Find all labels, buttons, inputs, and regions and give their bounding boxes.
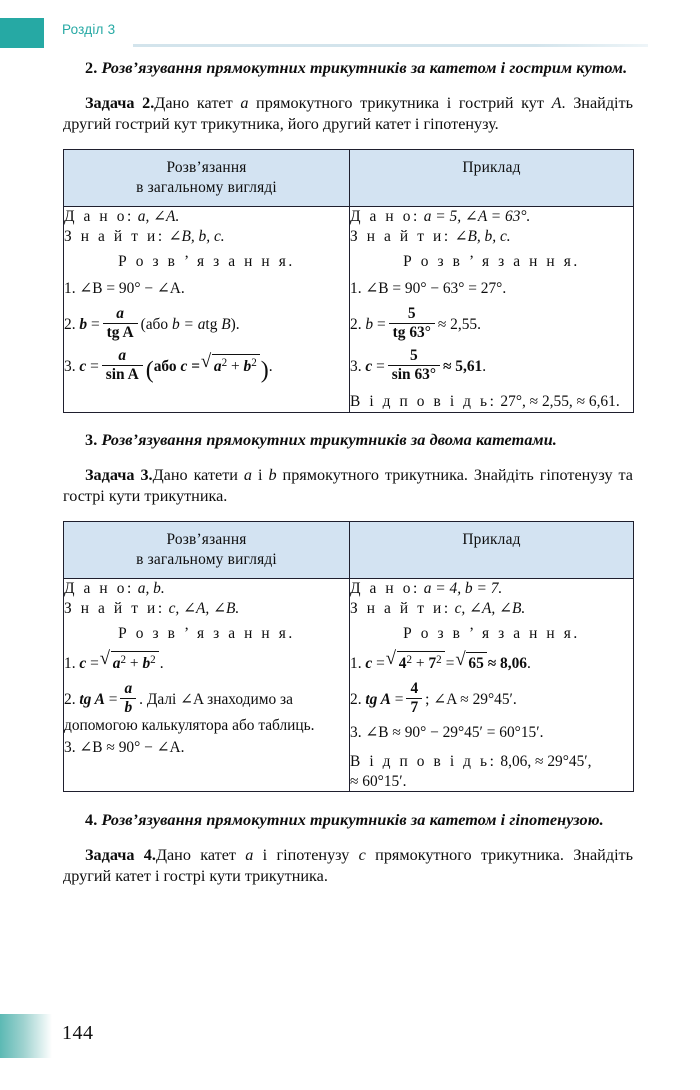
step-3-period: .	[482, 358, 487, 376]
step-2-numerator: 5	[407, 304, 416, 322]
given-line	[64, 579, 349, 599]
radical-sign: √	[455, 649, 466, 670]
given-line	[64, 207, 349, 227]
step-3-numerator: a	[118, 347, 127, 365]
step-2-tail-var: B	[221, 315, 231, 333]
given-value: a = 4, b = 7.	[423, 579, 503, 597]
close-paren: )	[260, 357, 269, 384]
step-2-function: tg A	[365, 691, 391, 709]
radicand	[466, 652, 486, 674]
radicand-b: b	[142, 655, 151, 673]
step-3-number: 3.	[64, 358, 76, 376]
table1-header-general-line1: Розв’язання	[166, 159, 247, 177]
step-2-tail-open: (або	[140, 315, 172, 333]
task-text-2a: Дано катет	[154, 93, 241, 112]
step-2-tail: ≈ 2,55.	[437, 315, 481, 333]
radicand-b-power: 2	[436, 654, 442, 667]
radicand-a: a	[213, 358, 222, 376]
step-1-approx: ≈ 8,06	[487, 655, 527, 673]
step-2-denominator: 7	[406, 698, 422, 716]
radicand	[397, 651, 445, 674]
step-3-number: 3.	[350, 358, 362, 376]
table2-header-general	[64, 522, 350, 579]
radicand-a-power: 2	[221, 357, 228, 370]
step-2-equals: =	[90, 315, 100, 333]
radicand-a-power: 2	[406, 654, 413, 667]
step-3-denominator: sin A	[102, 365, 143, 383]
task-var-4a: a	[245, 845, 254, 864]
step-3-lhs: c	[79, 358, 87, 376]
step-2	[350, 306, 633, 341]
solution-word: Р о з в ’ я з а н н я.	[118, 625, 295, 643]
table-header-row	[64, 150, 634, 207]
table1-header-general-line2: в загальному вигляді	[136, 178, 277, 196]
step-2-lhs: b	[365, 315, 374, 333]
solution-word: Р о з в ’ я з а н н я.	[403, 253, 580, 271]
running-head	[0, 18, 700, 48]
table1-cell-example	[350, 206, 634, 412]
header-rule	[133, 44, 648, 47]
table2-cell-general	[64, 578, 350, 791]
step-2-tail-close: ).	[230, 315, 240, 333]
table2-cell-example	[350, 578, 634, 791]
step-1-number: 1.	[64, 655, 76, 673]
step-1-lhs: c	[79, 655, 87, 673]
section-number-2: 2.	[85, 59, 98, 77]
step-2-number: 2.	[350, 691, 362, 709]
step-3: 3. ∠B ≈ 90° − ∠A.	[64, 738, 185, 756]
step-3-lhs: c	[365, 358, 373, 376]
step-2-numerator: a	[116, 304, 124, 322]
step-2-numerator: a	[124, 679, 133, 697]
radicand-b: 7	[428, 655, 437, 673]
page-number: 144	[62, 1022, 94, 1044]
task-paragraph-4	[63, 845, 633, 888]
find-label: З н а й т и:	[64, 599, 165, 617]
step-2-equals: =	[108, 691, 118, 709]
step-3: 3. ∠B ≈ 90° − 29°45′ = 60°15′.	[350, 724, 544, 742]
step-2	[64, 306, 349, 341]
step-2-fraction	[103, 306, 138, 341]
task-text-4a: Дано катет	[155, 845, 246, 864]
given-value: a = 5, ∠A = 63°.	[423, 207, 531, 225]
task-var-4b: c	[358, 845, 366, 864]
section-heading-4	[63, 810, 633, 832]
answer-line	[350, 392, 633, 412]
solution-word: Р о з в ’ я з а н н я.	[403, 625, 580, 643]
step-2	[350, 681, 633, 716]
step-3-alt-lhs: c =	[180, 358, 200, 376]
find-value: ∠B, b, c.	[168, 227, 225, 245]
radical-sign: √	[385, 647, 397, 669]
given-label: Д а н о:	[64, 207, 134, 225]
given-value: a, ∠A.	[137, 207, 180, 225]
task-var-2a: a	[240, 93, 249, 112]
step-3-alt-word: або	[153, 358, 181, 376]
radicand-b: b	[243, 358, 252, 376]
section-number-4: 4.	[85, 811, 98, 830]
radical-sign: √	[200, 350, 212, 372]
section-heading-text-2: Розв’язування прямокутних трикутників за катетом і гострим кутом.	[101, 59, 628, 77]
section-number-3: 3.	[85, 431, 98, 450]
step-2-tail-fn: tg	[205, 315, 218, 333]
task-text-2c: . Знайдіть другий гострий кут трикутника, його другий катет і гіпотенузу.	[63, 93, 634, 133]
task-text-3a: Дано катети	[152, 465, 244, 484]
find-line	[64, 599, 349, 619]
task-text-4c: прямокутного трикутника. Знайдіть другий катет і гострі кути трикутника.	[63, 845, 634, 886]
task-var-3a: a	[243, 465, 253, 484]
radicand-a: a	[112, 655, 121, 673]
given-label: Д а н о:	[350, 579, 420, 597]
step-2-numerator: 4	[410, 679, 419, 697]
radicand-b-power: 2	[251, 357, 257, 370]
solution-table-1	[63, 149, 634, 413]
step-3-after: .	[268, 358, 273, 376]
step-3-numerator: 5	[410, 347, 418, 365]
table2-header-example	[350, 522, 634, 579]
open-paren: (	[145, 357, 154, 384]
radicand-value: 65	[468, 655, 484, 673]
find-line	[350, 227, 633, 247]
step-2-tail: ; ∠A ≈ 29°45′.	[425, 691, 517, 709]
step-1-after: .	[159, 655, 164, 673]
task-paragraph-3	[63, 465, 633, 508]
step-3-fraction	[102, 348, 143, 383]
radicand	[111, 651, 159, 674]
step-2-function: tg A	[79, 691, 105, 709]
step-2-fraction	[389, 306, 435, 341]
step-2-number: 2.	[350, 315, 362, 333]
step-1	[350, 647, 633, 674]
footer-color-block	[0, 1014, 52, 1058]
table-header-row	[64, 522, 634, 579]
sqrt-icon	[200, 350, 260, 377]
chapter-label: Розділ 3	[62, 22, 116, 37]
step-2-equals: =	[394, 691, 404, 709]
step-2-fraction	[120, 681, 136, 716]
sqrt-icon-2	[455, 649, 486, 674]
radicand-a-power: 2	[120, 654, 127, 667]
answer-value: 8,06, ≈ 29°45′,	[500, 752, 592, 770]
solution-table-2	[63, 521, 634, 792]
step-2-tail-expr: b = a	[171, 315, 206, 333]
table-row	[64, 206, 634, 412]
step-1: 1. ∠B = 90° − 63° = 27°.	[350, 279, 507, 297]
find-value: c, ∠A, ∠B.	[454, 599, 526, 617]
given-line	[350, 207, 633, 227]
step-2-equals: =	[376, 315, 386, 333]
table1-header-example	[350, 150, 634, 207]
step-2-denominator: tg A	[103, 323, 138, 341]
step-3-equals: =	[376, 358, 385, 376]
step-3-tail: ≈ 5,61	[443, 358, 483, 376]
step-2-denominator: tg 63°	[389, 323, 435, 341]
step-2-tail: . Далі ∠A знаходимо за допомогою калькулятора або таблиць.	[64, 691, 315, 735]
task-lead-4: Задача 4.	[85, 845, 156, 864]
answer-line	[350, 752, 633, 772]
step-1-equals: =	[376, 655, 385, 673]
task-text-3c: прямокутного трикутника. Знайдіть гіпотенузу та гострі кути трикутника.	[63, 465, 633, 505]
table1-header-general	[64, 150, 350, 207]
step-3-fraction	[388, 348, 440, 383]
step-3-denominator: sin 63°	[388, 365, 440, 383]
step-2-fraction	[406, 681, 422, 716]
step-1-middle-equals: =	[445, 655, 455, 673]
radicand-a: 4	[398, 655, 407, 673]
step-3	[64, 348, 349, 383]
given-label: Д а н о:	[64, 579, 134, 597]
find-label: З н а й т и:	[64, 227, 165, 245]
radicand-plus: +	[126, 655, 143, 673]
radicand-plus: +	[412, 655, 429, 673]
radical-sign: √	[99, 647, 111, 669]
page-content	[63, 58, 633, 888]
step-1: 1. ∠B = 90° − ∠A.	[64, 279, 185, 297]
answer-label: В і д п о в і д ь:	[350, 393, 497, 411]
step-2-denominator: b	[120, 698, 136, 716]
step-2-number: 2.	[64, 691, 76, 709]
section-heading-2	[63, 58, 633, 80]
radicand-b-power: 2	[150, 654, 156, 667]
sqrt-icon	[99, 647, 159, 674]
chapter-color-block	[0, 18, 44, 48]
solution-word: Р о з в ’ я з а н н я.	[118, 253, 295, 271]
step-1-lhs: c	[365, 655, 373, 673]
task-lead-2: Задача 2.	[85, 93, 155, 112]
find-label: З н а й т и:	[350, 599, 451, 617]
table-row	[64, 578, 634, 791]
radicand-plus: +	[227, 358, 244, 376]
table1-cell-general	[64, 206, 350, 412]
sqrt-icon	[385, 647, 445, 674]
step-2	[64, 681, 349, 736]
task-var-3b: b	[268, 465, 277, 484]
answer-value: 27°, ≈ 2,55, ≈ 6,61.	[500, 393, 620, 411]
find-label: З н а й т и:	[350, 227, 451, 245]
table2-header-general-line1: Розв’язання	[166, 531, 247, 549]
find-value: c, ∠A, ∠B.	[168, 599, 240, 617]
radicand	[212, 354, 260, 377]
section-heading-text-4: Розв’язування прямокутних трикутників за катетом і гіпотенузою.	[101, 811, 604, 830]
task-lead-3: Задача 3.	[85, 465, 153, 484]
task-text-4b: і гіпотенузу	[253, 845, 359, 864]
given-value: a, b.	[137, 579, 165, 597]
task-text-3b: і	[252, 465, 269, 484]
find-line	[64, 227, 349, 247]
answer-line-continued: ≈ 60°15′.	[350, 772, 407, 790]
step-1-equals: =	[90, 655, 99, 673]
step-3-equals: =	[90, 358, 99, 376]
table2-header-example-label: Приклад	[462, 531, 521, 549]
step-2-number: 2.	[64, 315, 76, 333]
find-value: ∠B, b, c.	[454, 227, 511, 245]
task-var-2b: A	[551, 93, 562, 112]
given-line	[350, 579, 633, 599]
find-line	[350, 599, 633, 619]
table1-header-example-label: Приклад	[462, 159, 521, 177]
section-heading-3	[63, 430, 633, 452]
step-1	[64, 647, 349, 674]
answer-label: В і д п о в і д ь:	[350, 752, 497, 770]
task-text-2b: прямокутного трикутника і гострий кут	[248, 93, 552, 112]
table2-header-general-line2: в загальному вигляді	[136, 550, 277, 568]
task-paragraph-2	[63, 93, 633, 136]
step-1-period: .	[527, 655, 531, 673]
step-1-number: 1.	[350, 655, 362, 673]
section-heading-text-3: Розв’язування прямокутних трикутників за двома катетами.	[101, 431, 557, 450]
step-2-lhs: b	[79, 315, 88, 333]
step-3	[350, 348, 633, 383]
given-label: Д а н о:	[350, 207, 420, 225]
